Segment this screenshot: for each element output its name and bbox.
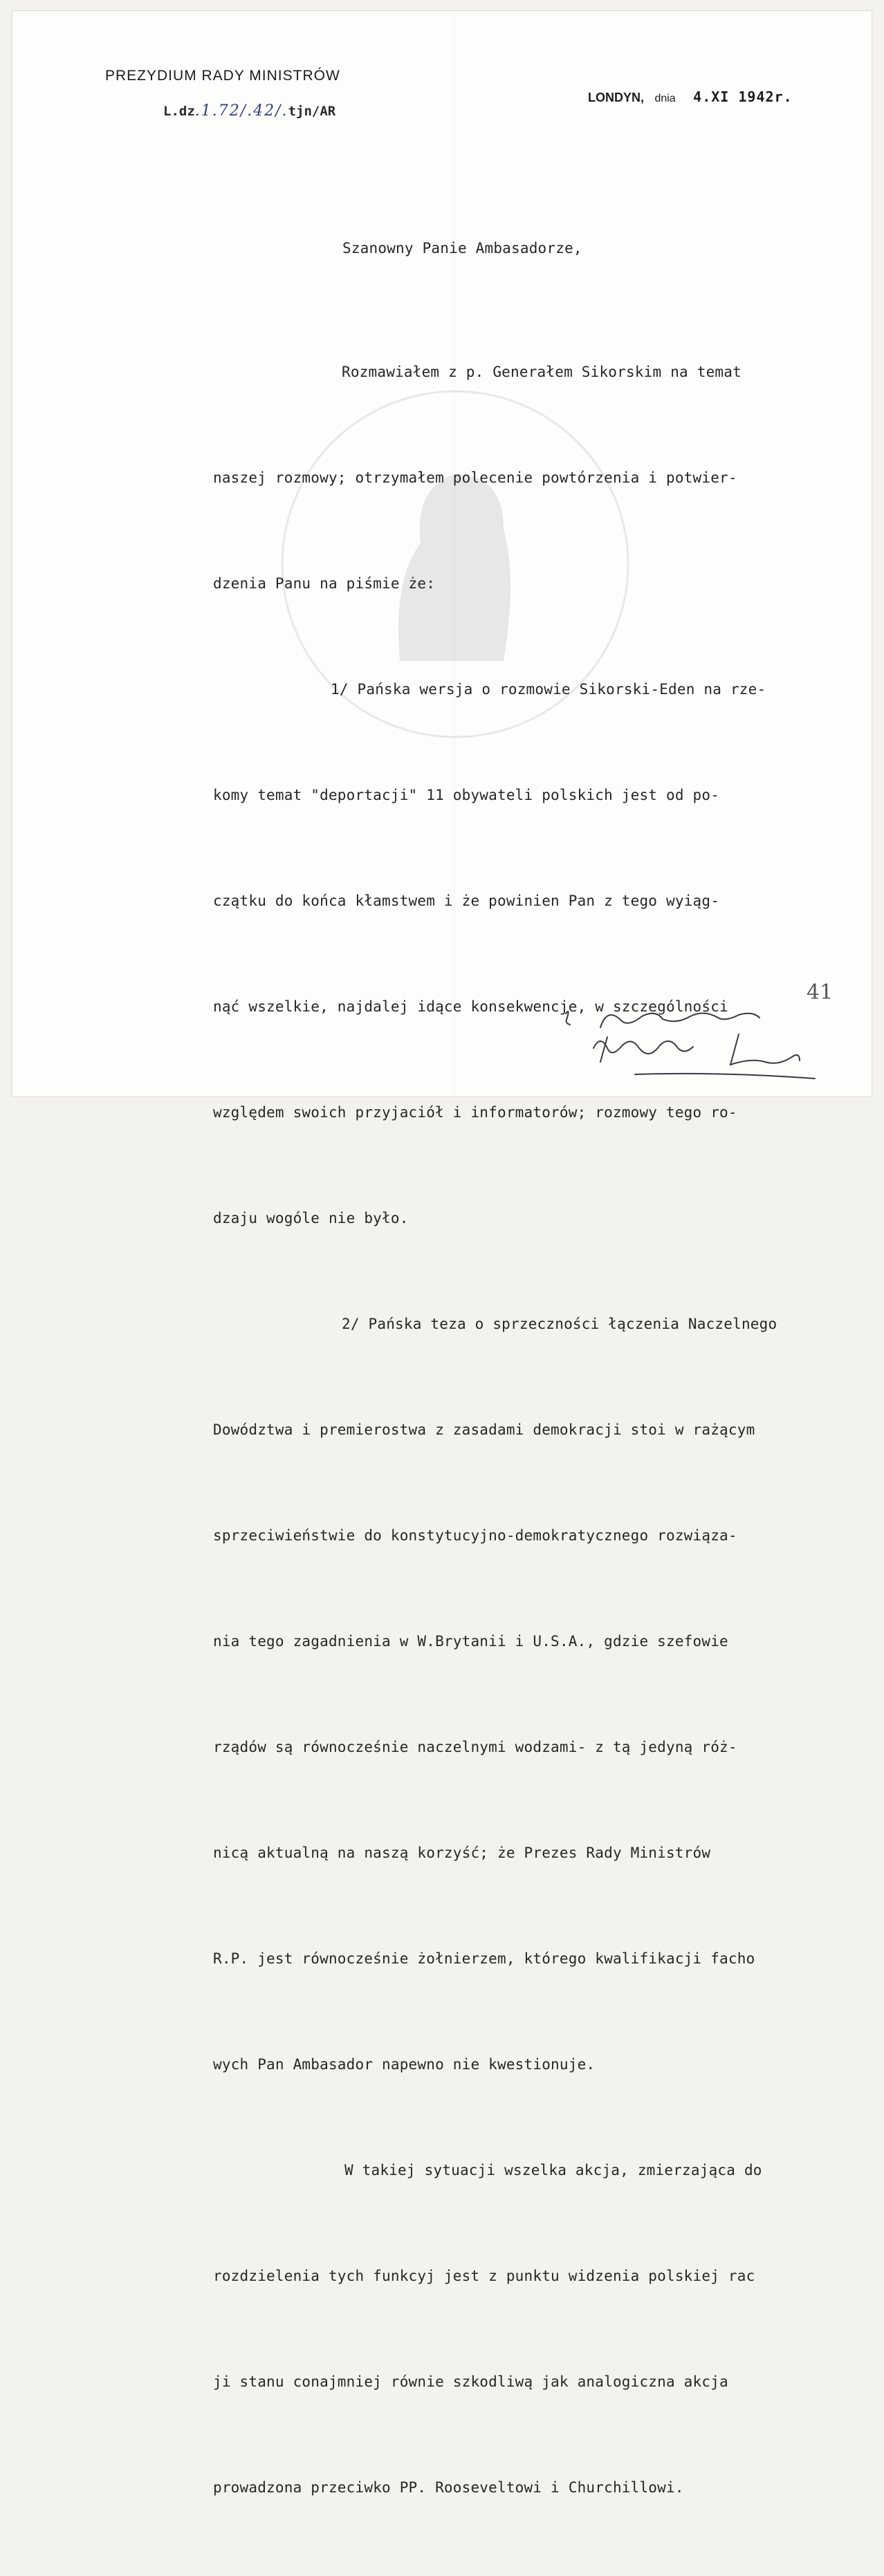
body-line: rządów są równocześnie naczelnymi wodzami- z tą jedyną róż- bbox=[213, 1739, 737, 1755]
body-line: wych Pan Ambasador napewno nie kwestionuje. bbox=[213, 2056, 596, 2073]
body-line: czątku do końca kłamstwem i że powinien Pan z tego wyiąg- bbox=[213, 893, 720, 909]
place-and-date bbox=[588, 88, 793, 105]
letter-body bbox=[213, 284, 777, 2576]
folio-number: 41 bbox=[807, 980, 834, 1005]
reference-suffix: tjn/AR bbox=[288, 104, 336, 119]
body-line: komy temat "deportacji" 11 obywateli polskich jest od po- bbox=[213, 787, 720, 803]
body-line: względem swoich przyjaciół i informatorów; rozmowy tego ro- bbox=[213, 1104, 737, 1121]
body-line: W takiej sytuacji wszelka akcja, zmierzająca do bbox=[344, 2162, 762, 2178]
body-line: sprzeciwieństwie do konstytucyjno-demokratycznego rozwiąza- bbox=[213, 1527, 737, 1544]
body-line: nicą aktualną na naszą korzyść; że Prezes Rady Ministrów bbox=[213, 1845, 711, 1861]
body-line: Dowództwa i premierostwa z zasadami demokracji stoi w rażącym bbox=[213, 1421, 755, 1438]
body-line: ji stanu conajmniej równie szkodliwą jak analogiczna akcja bbox=[213, 2373, 728, 2390]
place-city: LONDYN, bbox=[588, 91, 644, 104]
reference-number bbox=[163, 102, 335, 120]
body-line: 1/ Pańska wersja o rozmowie Sikorski-Eden na rze- bbox=[331, 681, 766, 698]
body-line: dzaju wogóle nie było. bbox=[213, 1210, 409, 1226]
letter-date: 4.XI 1942r. bbox=[693, 88, 793, 105]
body-line: dzenia Panu na piśmie że: bbox=[213, 575, 436, 592]
handwritten-signature bbox=[552, 1000, 829, 1083]
body-line: prowadzona przeciwko PP. Rooseveltowi i Churchillowi. bbox=[213, 2479, 684, 2496]
body-line: Rozmawiałem z p. Generałem Sikorskim na temat bbox=[342, 364, 742, 380]
letterhead-organization: PREZYDIUM RADY MINISTRÓW bbox=[105, 68, 340, 84]
body-line: nia tego zagadnienia w W.Brytanii i U.S.A., gdzie szefowie bbox=[213, 1633, 728, 1650]
place-dnia-label: dnia bbox=[654, 93, 676, 104]
letter-page bbox=[12, 11, 872, 2496]
body-line: rozdzielenia tych funkcyj jest z punktu widzenia polskiej rac bbox=[213, 2268, 755, 2284]
body-line: naszej rozmowy; otrzymałem polecenie powtórzenia i potwier- bbox=[213, 469, 737, 486]
salutation: Szanowny Panie Ambasadorze, bbox=[342, 240, 582, 256]
handwritten-reference-number: .1.72/.42/. bbox=[194, 102, 288, 120]
reference-prefix: L.dz bbox=[163, 104, 195, 119]
body-line: 2/ Pańska teza o sprzeczności łączenia Naczelnego bbox=[342, 1316, 777, 1332]
body-line: R.P. jest równocześnie żołnierzem, którego kwalifikacji facho bbox=[213, 1950, 755, 1967]
body-line: nąć wszelkie, najdalej idące konsekwencje, w szczególności bbox=[213, 998, 728, 1015]
